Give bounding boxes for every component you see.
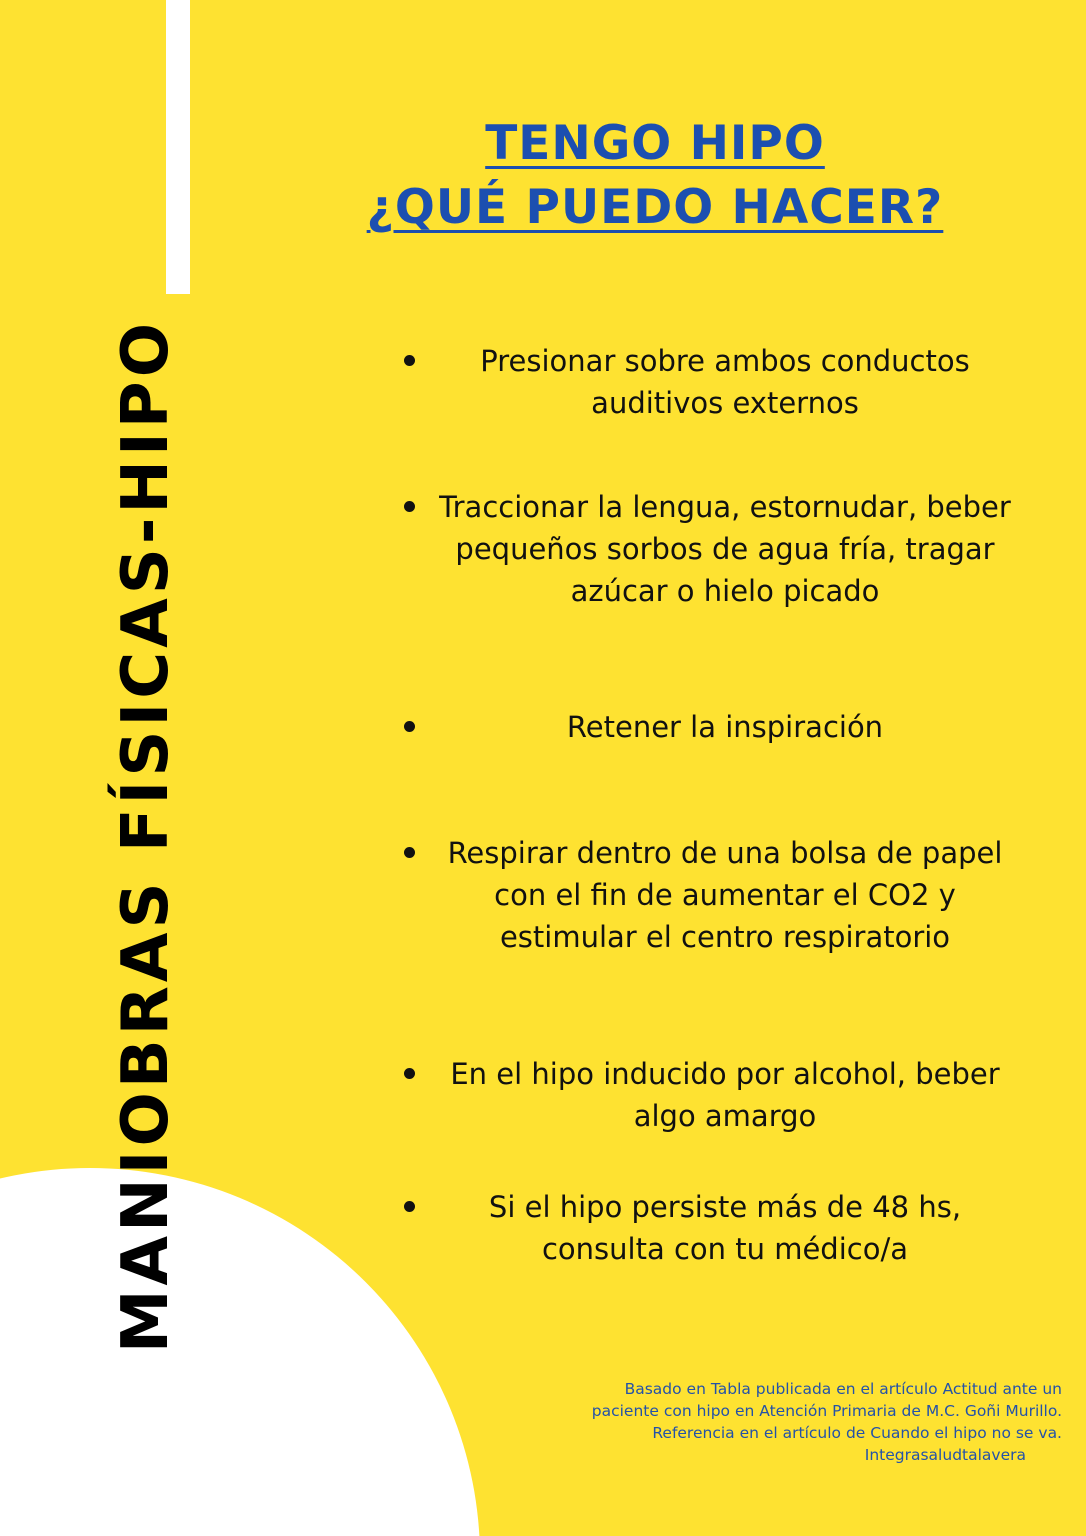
bullet-icon bbox=[404, 1068, 415, 1079]
list-item-text: En el hipo inducido por alcohol, beber algo amargo bbox=[450, 1057, 1000, 1133]
decorative-white-circle bbox=[0, 1168, 480, 1536]
source-note-line: Basado en Tabla publicada en el artículo Actitud ante un bbox=[624, 1380, 1062, 1398]
list-item-text: Presionar sobre ambos conductos auditivos externos bbox=[480, 344, 970, 420]
source-note-line: paciente con hipo en Atención Primaria de M.C. Goñi Murillo. bbox=[591, 1402, 1062, 1420]
page-title bbox=[300, 112, 1010, 240]
bullet-icon bbox=[404, 847, 415, 858]
title-line-2: ¿QUÉ PUEDO HACER? bbox=[366, 180, 944, 235]
list-item-text: Retener la inspiración bbox=[566, 710, 884, 744]
source-note-line: Referencia en el artículo de Cuando el hipo no se va. bbox=[652, 1424, 1062, 1442]
bullet-icon bbox=[404, 355, 415, 366]
bullet-icon bbox=[404, 501, 415, 512]
list-item-text: Si el hipo persiste más de 48 hs, consulta con tu médico/a bbox=[488, 1190, 962, 1266]
source-handle: Integrasaludtalavera bbox=[864, 1446, 1026, 1464]
bullet-icon bbox=[404, 1201, 415, 1212]
title-line-1: TENGO HIPO bbox=[485, 116, 825, 171]
source-note bbox=[470, 1378, 1062, 1466]
bullet-icon bbox=[404, 721, 415, 732]
decorative-white-bar bbox=[166, 0, 190, 294]
list-item-text: Traccionar la lengua, estornudar, beber pequeños sorbos de agua fría, tragar azúcar o hielo picado bbox=[439, 490, 1011, 608]
side-title: MANIOBRAS FÍSICAS-HIPO bbox=[109, 318, 183, 1354]
list-item-text: Respirar dentro de una bolsa de papel con el fin de aumentar el CO2 y estimular el centro respiratorio bbox=[447, 836, 1003, 954]
